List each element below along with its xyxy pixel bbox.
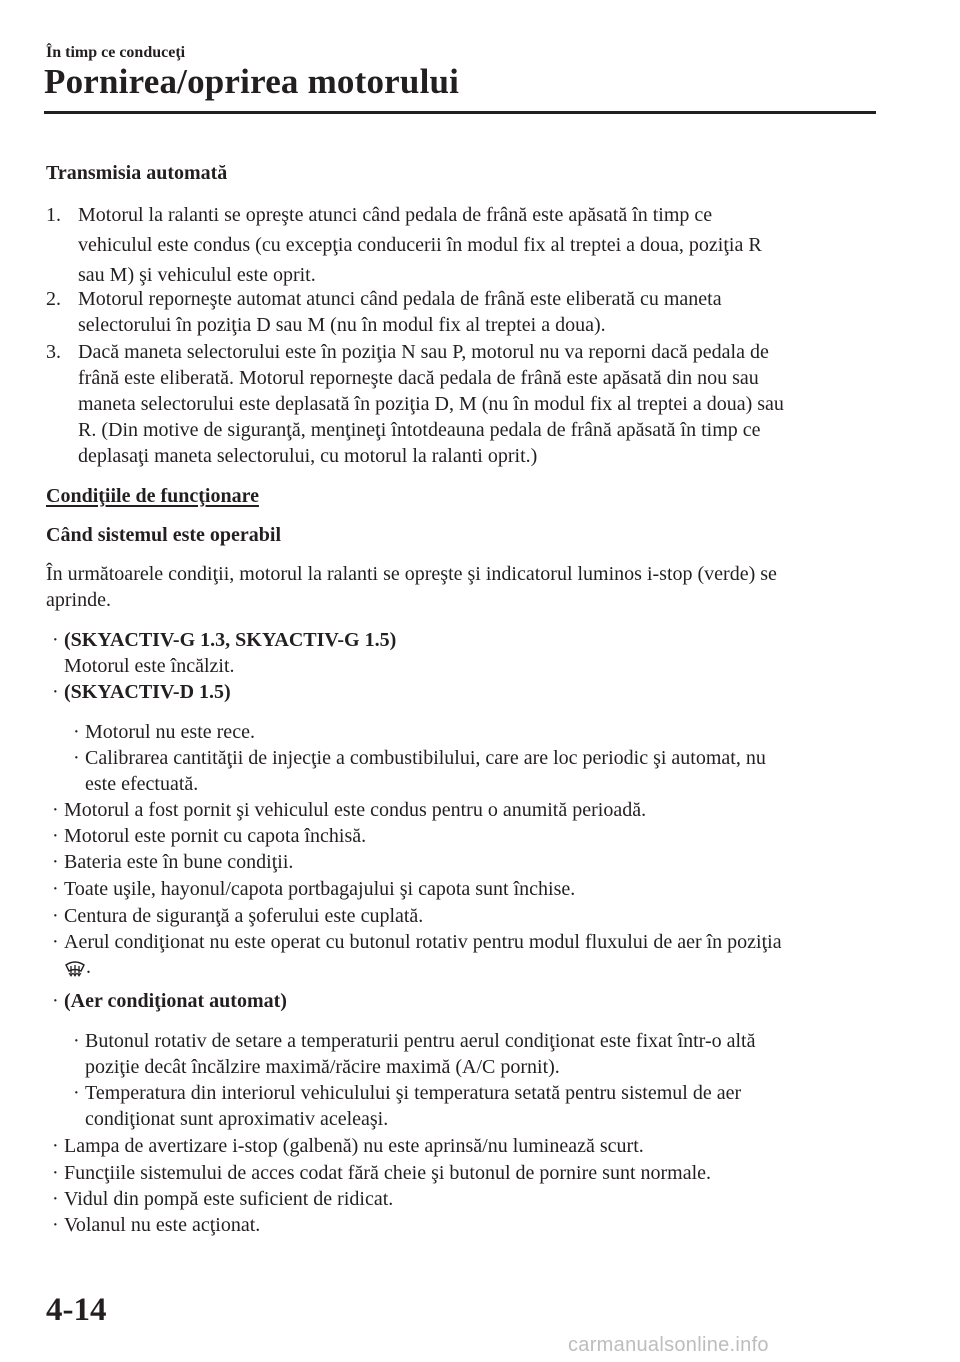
bullet: · (52, 931, 59, 953)
item-1-line: vehiculul este condus (cu excepţia conducerii în modul fix al treptei a doua, poziţia R (78, 234, 762, 256)
sub-list-item: poziţie decât încălzire maximă/răcire maximă (A/C pornit). (85, 1056, 560, 1078)
operable-subheading: Când sistemul este operabil (46, 524, 281, 546)
conditions-heading: Condiţiile de funcţionare (46, 485, 259, 507)
list-item: Volanul nu este acţionat. (64, 1214, 261, 1236)
item-3-line: deplasaţi maneta selectorului, cu motorul la ralanti oprit.) (78, 445, 538, 467)
item-number: 2. (46, 288, 61, 310)
item-2-line: selectorului în poziţia D sau M (nu în modul fix al treptei a doua). (78, 314, 606, 336)
bullet: · (52, 1188, 59, 1210)
sub-list-item: Temperatura din interiorul vehiculului şi temperatura setată pentru sistemul de aer (85, 1082, 742, 1104)
title-divider (44, 111, 876, 114)
list-item: Toate uşile, hayonul/capota portbagajului şi capota sunt închise. (64, 878, 576, 900)
intro-line: În următoarele condiţii, motorul la ralanti se opreşte şi indicatorul luminos i-stop (verde) se (46, 563, 777, 585)
skyactiv-g-detail: Motorul este încălzit. (64, 655, 235, 677)
item-1-line: Motorul la ralanti se opreşte atunci când pedala de frână este apăsată în timp ce (78, 204, 713, 226)
bullet: · (52, 1214, 59, 1236)
item-3-line: Dacă maneta selectorului este în poziţia N sau P, motorul nu va reporni dacă pedala de (78, 341, 769, 363)
bullet: · (73, 747, 80, 769)
sub-list-item: Butonul rotativ de setare a temperaturii pentru aerul condiţionat este fixat într-o altă (85, 1030, 756, 1052)
bullet: · (52, 825, 59, 847)
bullet: · (52, 799, 59, 821)
auto-ac-label: (Aer condiţionat automat) (64, 990, 287, 1012)
sub-list-item: este efectuată. (85, 773, 199, 795)
list-item: Motorul este pornit cu capota închisă. (64, 825, 367, 847)
list-item: Bateria este în bune condiţii. (64, 851, 294, 873)
item-2-line: Motorul reporneşte automat atunci când pedala de frână este eliberată cu maneta (78, 288, 722, 310)
list-item: Motorul a fost pornit şi vehiculul este condus pentru o anumită perioadă. (64, 799, 647, 821)
bullet: · (52, 851, 59, 873)
bullet: · (52, 1162, 59, 1184)
item-1-line: sau M) şi vehiculul este oprit. (78, 264, 316, 286)
bullet: · (73, 1030, 80, 1052)
transmission-heading: Transmisia automată (46, 162, 228, 184)
intro-line: aprinde. (46, 589, 111, 611)
watermark: carmanualsonline.info (568, 1334, 769, 1356)
page-number: 4-14 (46, 1292, 107, 1328)
bullet: · (73, 1082, 80, 1104)
bullet: · (52, 629, 59, 651)
bullet: · (52, 878, 59, 900)
list-item: Lampa de avertizare i-stop (galbenă) nu este aprinsă/nu luminează scurt. (64, 1135, 644, 1157)
page-title: Pornirea/oprirea motorului (44, 62, 460, 101)
item-3-line: R. (Din motive de siguranţă, menţineţi întotdeauna pedala de frână apăsată în timp ce (78, 419, 761, 441)
skyactiv-d-label: (SKYACTIV-D 1.5) (64, 681, 231, 703)
airflow-suffix: . (86, 956, 91, 978)
item-3-line: maneta selectorului este deplasată în poziţia D, M (nu în modul fix al treptei a doua) sau (78, 393, 784, 415)
sub-list-item: Motorul nu este rece. (85, 721, 255, 743)
bullet: · (52, 905, 59, 927)
bullet: · (52, 681, 59, 703)
item-number: 3. (46, 341, 61, 363)
section-label: În timp ce conduceţi (46, 44, 186, 61)
list-item: Vidul din pompă este suficient de ridicat. (64, 1188, 394, 1210)
bullet: · (73, 721, 80, 743)
bullet: · (52, 1135, 59, 1157)
sub-list-item: condiţionat sunt aproximativ aceleaşi. (85, 1108, 389, 1130)
windshield-airflow-icon (64, 956, 86, 978)
skyactiv-g-label: (SKYACTIV-G 1.3, SKYACTIV-G 1.5) (64, 629, 397, 651)
item-3-line: frână este eliberată. Motorul reporneşte dacă pedala de frână este apăsată din nou sau (78, 367, 759, 389)
list-item: Aerul condiţionat nu este operat cu butonul rotativ pentru modul fluxului de aer în poziţia (64, 931, 782, 953)
bullet: · (52, 990, 59, 1012)
list-item: Funcţiile sistemului de acces codat fără cheie şi butonul de pornire sunt normale. (64, 1162, 712, 1184)
item-number: 1. (46, 204, 61, 226)
list-item: Centura de siguranţă a şoferului este cuplată. (64, 905, 424, 927)
sub-list-item: Calibrarea cantităţii de injecţie a combustibilului, care are loc periodic şi automat, nu (85, 747, 766, 769)
